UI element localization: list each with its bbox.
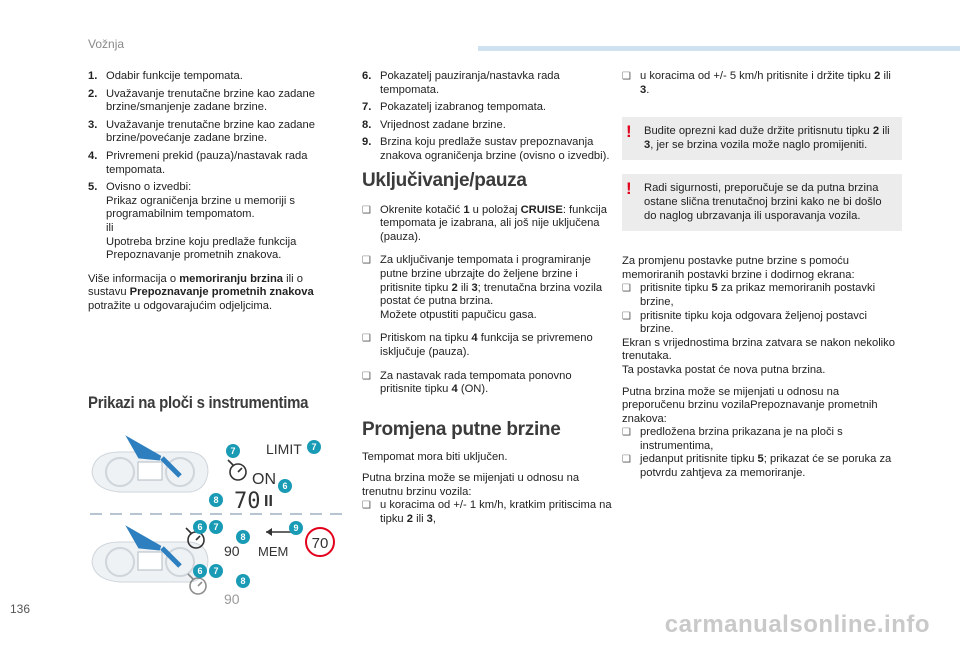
checkbox-icon: ❑ — [362, 204, 371, 216]
list-item: ❑ pritisnite tipku koja odgovara željenoj postavci brzine. — [622, 309, 867, 336]
list-item: 9. Brzina koju predlaže sustav prepoznavanja znakova ograničenja brzine (ovisno o izvedbi). — [362, 136, 610, 162]
list-item: ❑ u koracima od +/- 5 km/h pritisnite i držite tipku 2 ili 3. — [622, 70, 891, 96]
svg-text:8: 8 — [240, 576, 246, 586]
svg-text:6: 6 — [197, 566, 203, 576]
heading-change-speed: Promjena putne brzine — [362, 418, 561, 440]
header-bar — [478, 46, 960, 51]
list-item: ❑ Okrenite kotačić 1 u položaj CRUISE: funkcija tempomata je izabrana, ali još nije uključena (pauza). — [362, 203, 607, 243]
current-speed-value: 90 — [224, 543, 240, 559]
column-3 — [622, 70, 902, 491]
instrument-panel-diagram — [80, 432, 350, 612]
checkbox-icon: ❑ — [622, 310, 631, 322]
paragraph: Ekran s vrijednostima brzina zatvara se nakon nekoliko trenutaka. Ta postavka postat će nova putna brzina. — [622, 336, 895, 376]
heading-instrument-display: Prikazi na ploči s instrumentima — [88, 392, 309, 412]
warning-box: ! Budite oprezni kad duže držite pritisnutu tipku 2 ili 3, jer se brzina vozila može naglo promijeniti. — [622, 117, 902, 160]
list-item: ❑ u koracima od +/- 1 km/h, kratkim pritiscima na tipku 2 ili 3, — [362, 499, 612, 526]
checkbox-icon: ❑ — [622, 71, 631, 82]
speedometer-icon — [228, 460, 246, 480]
watermark: carmanualsonline.info — [664, 611, 930, 638]
list-item: ❑ jedanput pritisnite tipku 5; prikazat će se poruka za potvrdu zahtjeva za memoriranje. — [622, 453, 892, 480]
list-item: ❑ Pritiskom na tipku 4 funkcija se privremeno isključuje (pauza). — [362, 332, 593, 358]
checkbox-icon: ❑ — [622, 283, 631, 295]
svg-text:7: 7 — [230, 446, 236, 456]
legend-list-2 — [362, 70, 612, 164]
info-paragraph: Više informacija o memoriranju brzina ili o sustavu Prepoznavanje prometnih znakova potražite u odgovarajućim odjeljcima. — [88, 272, 314, 312]
checkbox-icon: ❑ — [362, 370, 371, 382]
warning-icon: ! — [626, 179, 632, 199]
list-item: 4. Privremeni prekid (pauza)/nastavak rada tempomata. — [88, 149, 308, 176]
checkbox-icon: ❑ — [362, 500, 371, 512]
paragraph: Putna brzina može se mijenjati u odnosu na preporučenu brzinu vozilaPrepoznavanje prometnih znakova: — [622, 385, 878, 425]
current-speed-value-dim: 90 — [224, 591, 240, 607]
svg-text:7: 7 — [311, 442, 317, 452]
list-item: ❑ Za uključivanje tempomata i programiranje putne brzine ubrzajte do željene brzine i pritisnite tipku 2 ili 3; trenutačna brzina vozila postat će putna brzina. Možete otpustiti papučicu gasa. — [362, 254, 603, 321]
svg-text:6: 6 — [197, 522, 203, 532]
checkbox-icon: ❑ — [622, 427, 631, 439]
svg-text:9: 9 — [293, 523, 299, 533]
warning-box: ! Radi sigurnosti, preporučuje se da putna brzina ostane slična trenutačnoj brzini kako ne bi došlo do naglog ubrzavanja ili usporavanja vozila. — [622, 174, 902, 231]
list-item: 3. Uvažavanje trenutačne brzine kao zadane brzine/povećanje zadane brzine. — [88, 118, 315, 145]
column-2 — [362, 70, 612, 537]
warning-icon: ! — [626, 122, 632, 142]
svg-text:6: 6 — [282, 481, 288, 491]
paragraph: Tempomat mora biti uključen. — [362, 450, 508, 463]
svg-text:7: 7 — [213, 522, 219, 532]
list-item: 8. Vrijednost zadane brzine. — [362, 118, 506, 131]
list-item: 6. Pokazatelj pauziranja/nastavka rada tempomata. — [362, 70, 560, 96]
list-item: 1. Odabir funkcije tempomata. — [88, 70, 243, 82]
checkbox-icon: ❑ — [362, 255, 371, 267]
legend-list-1 — [88, 70, 338, 263]
page-number: 136 — [10, 602, 31, 616]
list-item: 2. Uvažavanje trenutačne brzine kao zadane brzine/smanjenje zadane brzine. — [88, 87, 315, 114]
checkbox-icon: ❑ — [362, 333, 371, 345]
list-item: ❑ pritisnite tipku 5 za prikaz memoriranih postavki brzine, — [622, 282, 876, 308]
section-title: Vožnja — [88, 37, 125, 51]
speed-limit-sign-value: 70 — [311, 535, 329, 552]
pause-icon: II — [264, 493, 273, 510]
svg-text:7: 7 — [213, 566, 219, 576]
column-1 — [88, 70, 338, 414]
paragraph: Putna brzina može se mijenjati u odnosu na trenutnu brzinu vozila: — [362, 472, 580, 498]
limit-label: LIMIT — [266, 441, 302, 457]
checkbox-icon: ❑ — [622, 454, 631, 466]
paragraph: Za promjenu postavke putne brzine s pomoću memoriranih postavki brzine i dodirnog ekrana: — [622, 255, 855, 281]
svg-text:8: 8 — [240, 532, 246, 542]
set-speed-value: 70 — [234, 489, 261, 514]
list-item: 5. Ovisno o izvedbi: Prikaz ograničenja brzine u memoriji s programabilnim tempomatom. ili Upotreba brzine koju predlaže funkcija Prepoznavanje prometnih znakova. — [88, 181, 297, 262]
mem-label: MEM — [258, 544, 289, 559]
list-item: ❑ Za nastavak rada tempomata ponovno pritisnite tipku 4 (ON). — [362, 369, 572, 396]
heading-activation: Uključivanje/pauza — [362, 169, 527, 191]
list-item: 7. Pokazatelj izabranog tempomata. — [362, 101, 547, 114]
svg-text:8: 8 — [213, 495, 219, 505]
list-item: ❑ predložena brzina prikazana je na ploči s instrumentima, — [622, 426, 843, 452]
on-label: ON — [252, 471, 276, 488]
